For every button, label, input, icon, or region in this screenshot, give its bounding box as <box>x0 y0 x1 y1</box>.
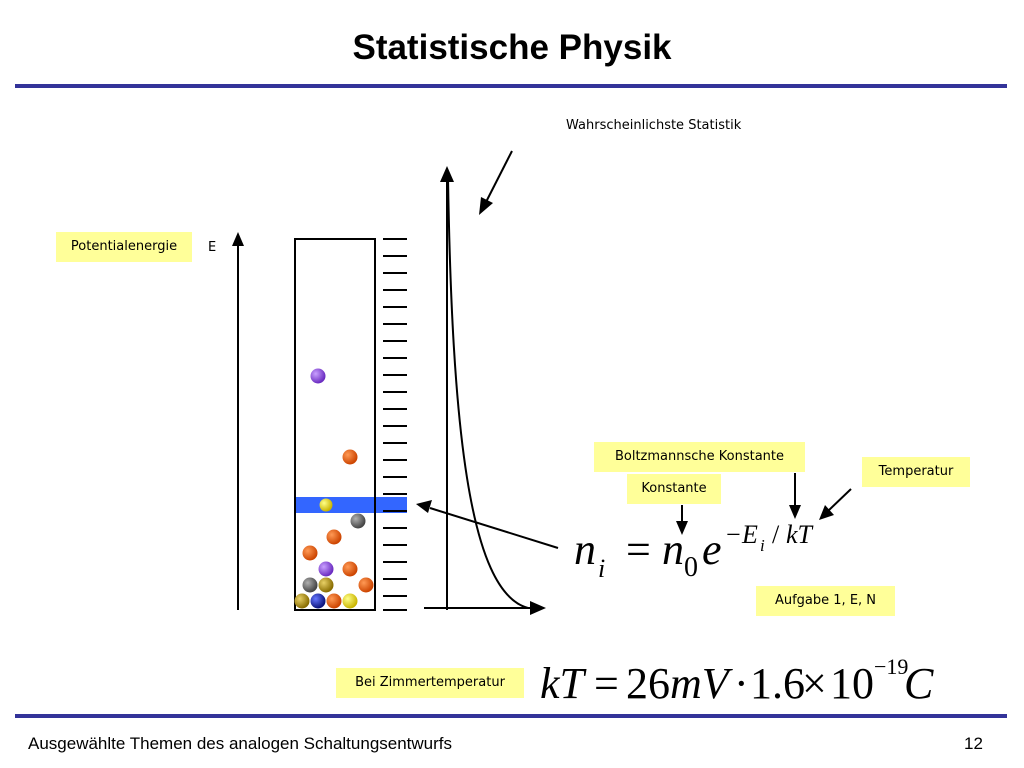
potential-energy-note: Potentialenergie <box>56 232 192 262</box>
room-temperature-note: Bei Zimmertemperatur <box>336 668 524 698</box>
boltzmann-curve <box>448 178 528 608</box>
boltzmann-constant-note: Boltzmannsche Konstante <box>594 442 805 472</box>
page-number: 12 <box>964 734 983 753</box>
n-i: n <box>574 525 596 574</box>
particles <box>295 369 374 609</box>
exercise-note: Aufgabe 1, E, N <box>756 586 895 616</box>
distribution-axes <box>424 166 546 615</box>
constant-note: Konstante <box>627 474 721 504</box>
temperature-note: Temperatur <box>862 457 970 487</box>
slide-title: Statistische Physik <box>352 28 672 67</box>
thermal-voltage-formula: kT = 26 mV · 1.6 × 10 −19 C <box>540 654 934 708</box>
footer-text: Ausgewählte Themen des analogen Schaltungsentwurfs <box>28 734 453 753</box>
distribution-label: Wahrscheinlichste Statistik <box>566 118 742 133</box>
energy-axis-label: E <box>208 240 217 255</box>
energy-axis <box>232 232 244 610</box>
boltzmann-distribution-formula: n i = n 0 e − E i / kT <box>574 520 812 583</box>
statistics-pointer-arrow <box>479 151 512 215</box>
formula-to-level-arrow <box>416 500 558 548</box>
energy-level-ticks <box>383 239 407 610</box>
